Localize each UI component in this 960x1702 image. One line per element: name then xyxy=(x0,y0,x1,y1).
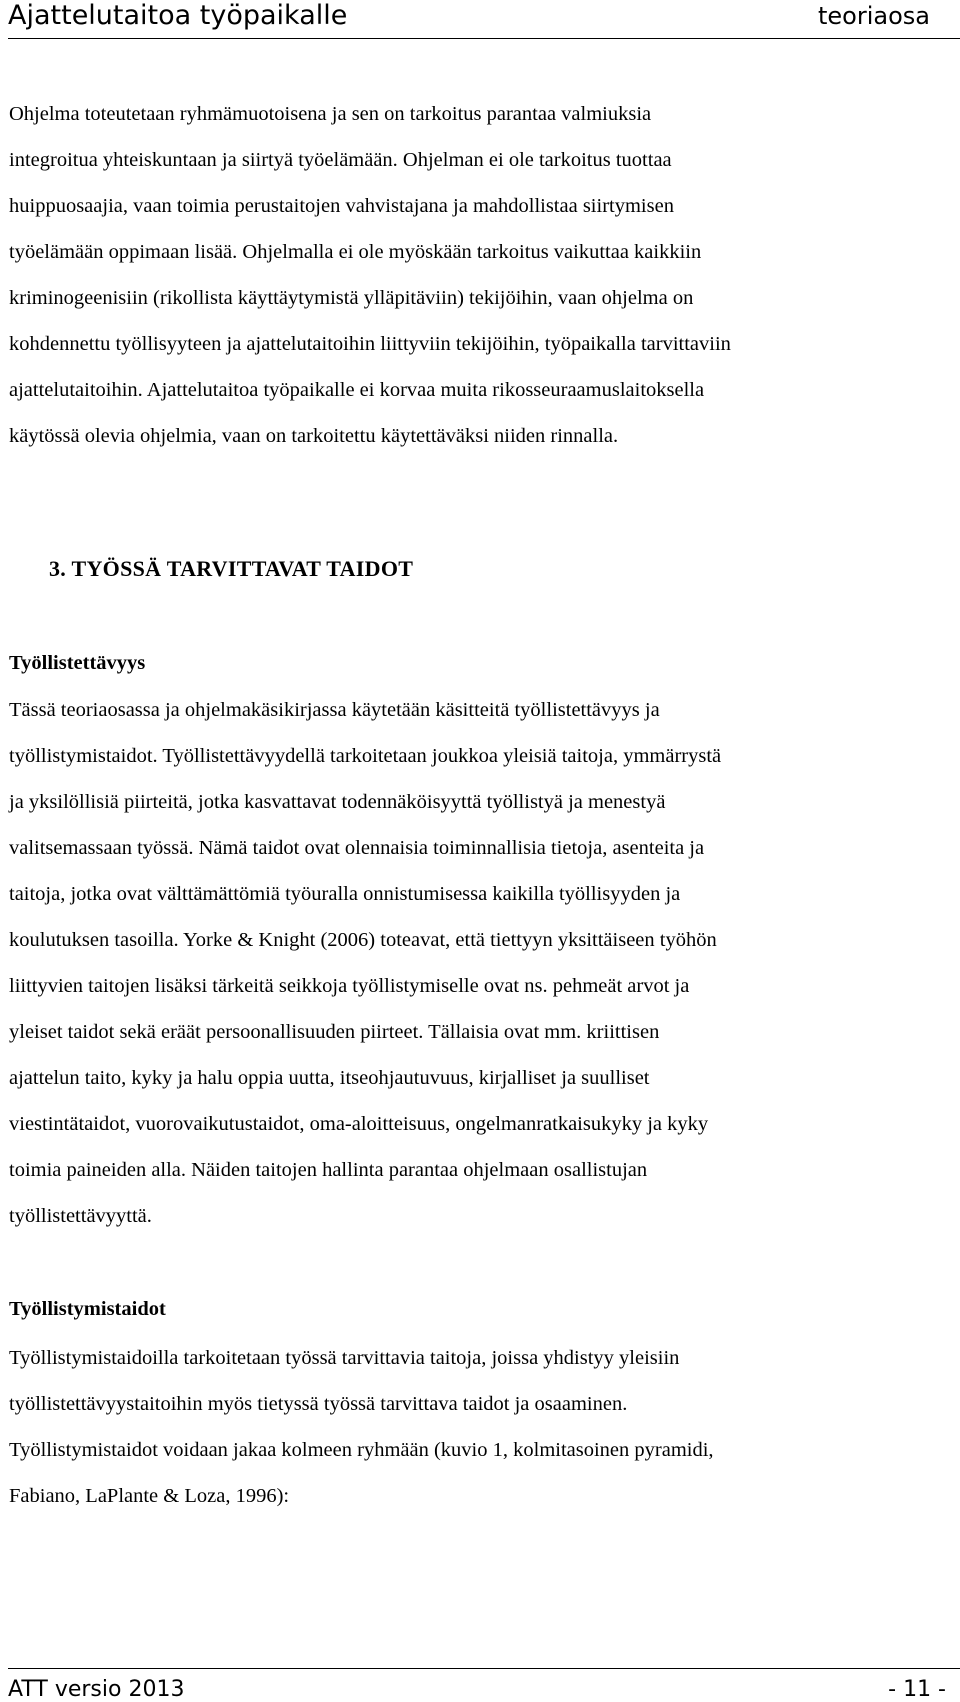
version-label: ATT versio 2013 xyxy=(8,1677,185,1702)
text-line: liittyvien taitojen lisäksi tärkeitä seikkoja työllistymiselle ovat ns. pehmeät arvot ja xyxy=(9,975,690,997)
section-label: teoriaosa xyxy=(818,2,930,30)
employability-paragraph xyxy=(9,687,939,1239)
subsection-heading-employment-skills: Työllistymistaidot xyxy=(9,1298,166,1320)
page-footer xyxy=(8,1668,960,1702)
text-line: Fabiano, LaPlante & Loza, 1996): xyxy=(9,1485,290,1507)
text-line: integroitua yhteiskuntaan ja siirtyä työelämään. Ohjelman ei ole tarkoitus tuottaa xyxy=(9,149,672,171)
document-title: Ajattelutaitoa työpaikalle xyxy=(8,0,348,31)
text-line: työelämään oppimaan lisää. Ohjelmalla ei ole myöskään tarkoitus vaikuttaa kaikkiin xyxy=(9,241,702,263)
intro-paragraph xyxy=(9,91,939,459)
text-line: Tässä teoriaosassa ja ohjelmakäsikirjassa käytetään käsitteitä työllistettävyys ja xyxy=(9,699,660,721)
page-header xyxy=(8,0,960,39)
text-line: valitsemassaan työssä. Nämä taidot ovat olennaisia toiminnallisia tietoja, asenteita ja xyxy=(9,837,705,859)
text-line: Työllistymistaidoilla tarkoitetaan työssä tarvittavia taitoja, joissa yhdistyy yleisiin xyxy=(9,1347,680,1369)
text-line: työllistettävyyttä. xyxy=(9,1205,152,1227)
text-line: huippuosaajia, vaan toimia perustaitojen vahvistajana ja mahdollistaa siirtymisen xyxy=(9,195,674,217)
text-line: työllistettävyystaitoihin myös tietyssä työssä tarvittava taidot ja osaaminen. xyxy=(9,1393,628,1415)
text-line: työllistymistaidot. Työllistettävyydellä tarkoitetaan joukkoa yleisiä taitoja, ymmärrystä xyxy=(9,745,722,767)
section-heading: 3. TYÖSSÄ TARVITTAVAT TAIDOT xyxy=(49,556,414,581)
text-line: ja yksilöllisiä piirteitä, jotka kasvattavat todennäköisyyttä työllistyä ja menestyä xyxy=(9,791,666,813)
text-line: ajattelun taito, kyky ja halu oppia uutta, itseohjautuvuus, kirjalliset ja suulliset xyxy=(9,1067,650,1089)
text-line: Ohjelma toteutetaan ryhmämuotoisena ja sen on tarkoitus parantaa valmiuksia xyxy=(9,103,652,125)
text-line: koulutuksen tasoilla. Yorke & Knight (2006) toteavat, että tiettyyn yksittäiseen työhön xyxy=(9,929,717,951)
text-line: käytössä olevia ohjelmia, vaan on tarkoitettu käytettäväksi niiden rinnalla. xyxy=(9,425,619,447)
page-number: - 11 - xyxy=(888,1677,946,1702)
text-line: yleiset taidot sekä eräät persoonallisuuden piirteet. Tällaisia ovat mm. kriittisen xyxy=(9,1021,660,1043)
text-line: taitoja, jotka ovat välttämättömiä työuralla onnistumisessa kaikilla työllisyyden ja xyxy=(9,883,681,905)
text-line: kohdennettu työllisyyteen ja ajattelutaitoihin liittyviin tekijöihin, työpaikalla tarvittaviin xyxy=(9,333,731,355)
employment-skills-paragraph xyxy=(9,1335,939,1519)
text-line: kriminogeenisiin (rikollista käyttäytymistä ylläpitäviin) tekijöihin, vaan ohjelma on xyxy=(9,287,694,309)
text-line: toimia paineiden alla. Näiden taitojen hallinta parantaa ohjelmaan osallistujan xyxy=(9,1159,648,1181)
text-line: viestintätaidot, vuorovaikutustaidot, oma-aloitteisuus, ongelmanratkaisukyky ja kyky xyxy=(9,1113,709,1135)
text-line: ajattelutaitoihin. Ajattelutaitoa työpaikalle ei korvaa muita rikosseuraamuslaitoksella xyxy=(9,379,705,401)
text-line: Työllistymistaidot voidaan jakaa kolmeen ryhmään (kuvio 1, kolmitasoinen pyramidi, xyxy=(9,1439,714,1461)
subsection-heading-employability: Työllistettävyys xyxy=(9,652,146,674)
